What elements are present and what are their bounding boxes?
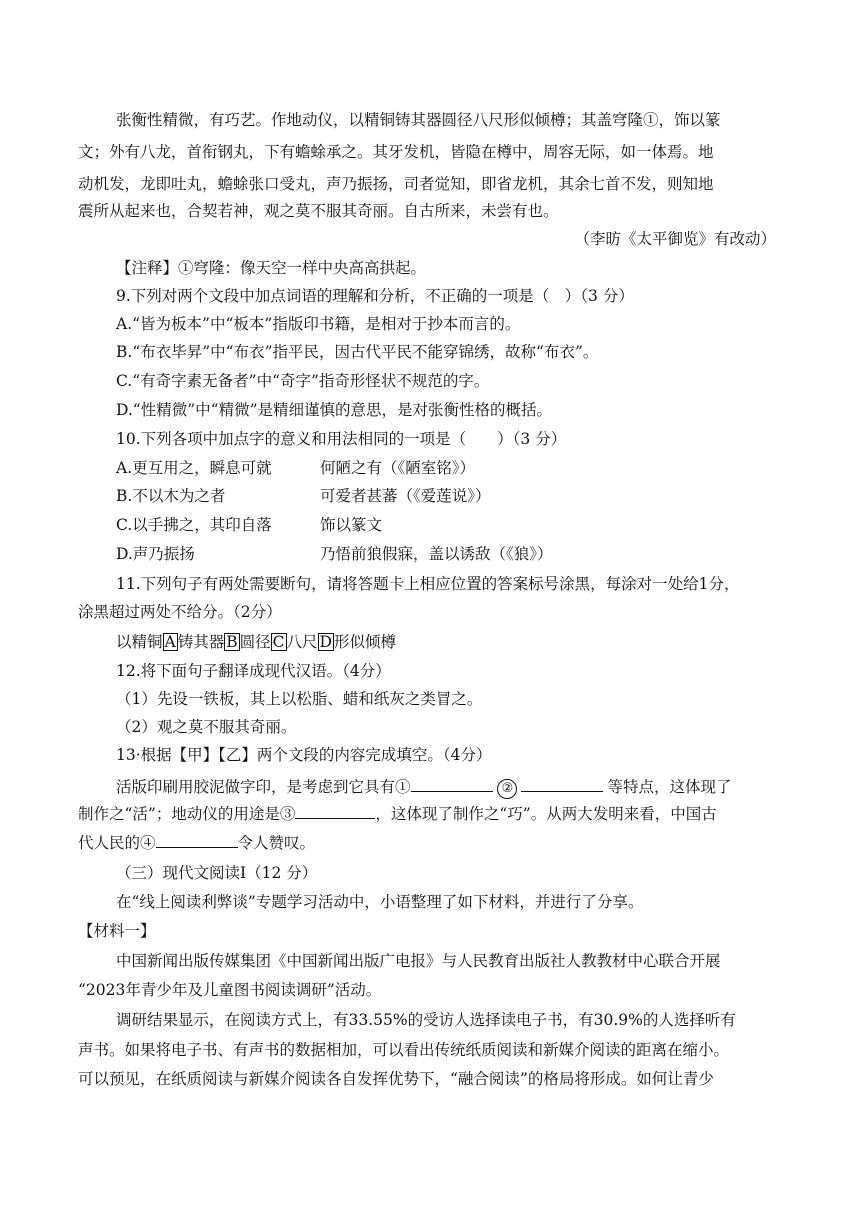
q10-a-left: A.更互用之，瞬息可就 [116,459,272,477]
q13-text-2: 等特点，这体现了 [607,778,732,796]
q13-blank-4[interactable] [156,833,238,848]
passage-line-1: 张衡性精微，有巧艺。作地动仪，以精铜铸其器圆径八尺形似倾樽；其盖穹隆①，饰以篆 [116,111,721,129]
q10-b-right: 可爱者甚蕃（《爱莲说》） [320,487,491,505]
q13-text-1: 活版印刷用胶泥做字印，是考虑到它具有① [116,778,411,796]
q10-d-left: D.声乃振扬 [116,545,195,563]
q11-stem-1: 11.下列句子有两处需要断句，请将答题卡上相应位置的答案标号涂黑，每涂对一处给1分， [116,575,740,593]
q11-seg-1: 以精铜 [116,633,163,651]
q10-c-left: C.以手拂之，其印自落 [116,516,272,534]
passage-line-2: 文；外有八龙，首衔钢丸，下有蟾蜍承之。其牙发机，皆隐在樽中，周容无际，如一体焉。地 [78,143,714,161]
q9-option-d: D.“性精微”中“精微”是精细谨慎的意思，是对张衡性格的概括。 [116,401,552,419]
q13-text-3: 制作之“活”；地动仪的用途是③ [78,805,296,823]
q10-a-right: 何陋之有（《陋室铭》） [320,459,476,477]
q13-line-1 [116,777,731,799]
q13-blank-2[interactable] [521,777,603,792]
q11-seg-4: 八尺 [286,633,318,651]
section-3-title: （三）现代文阅读Ⅰ（12 分） [116,864,318,882]
q11-stem-2: 涂黑超过两处不给分。（2分） [78,603,282,621]
q11-break-d[interactable]: D [319,633,332,651]
material-1-p2-a: 调研结果显示，在阅读方式上，有33.55%的受访人选择读电子书，有30.9%的人选择听有 [116,1011,736,1029]
q13-text-5: 代人民的④ [78,834,156,852]
q9-option-b: B.“布衣毕昇”中“布衣”指平民，因古代平民不能穿锦绣，故称“布衣”。 [116,343,599,361]
q10-c-right: 饰以篆文 [320,516,383,534]
q13-text-6: 令人赞叹。 [237,834,316,852]
q10-option-c [116,515,716,535]
q11-seg-3: 圆径 [239,633,271,651]
q9-stem: 9.下列对两个文段中加点词语的理解和分析，不正确的一项是（ ）（3 分） [116,287,634,305]
q13-text-4: ，这体现了制作之“巧”。从两大发明来看，中国古 [375,805,717,823]
q10-option-a [116,458,716,478]
section-3-intro: 在“线上阅读利弊谈”专题学习活动中，小语整理了如下材料，并进行了分享。 [116,893,644,911]
passage-source: （李昉《太平御览》有改动） [574,230,776,248]
q10-b-left: B.不以木为之者 [116,487,226,505]
q12-sentence-2: （2）观之莫不服其奇丽。 [116,718,297,736]
q10-stem: 10.下列各项中加点字的意义和用法相同的一项是（ ）（3 分） [116,430,567,448]
q13-blank-3[interactable] [295,804,375,819]
q13-line-2 [78,804,717,824]
q11-break-c[interactable]: C [272,633,285,651]
q13-stem: 13·根据【甲】【乙】两个文段的内容完成填空。（4分） [116,746,492,764]
material-1-p2-c: 可以预见，在纸质阅读与新媒介阅读各自发挥优势下，“融合阅读”的格局将形成。如何让青少 [78,1070,714,1088]
material-1-p2-b: 声书。如果将电子书、有声书的数据相加，可以看出传统纸质阅读和新媒介阅读的距离在缩小。 [78,1041,730,1059]
q11-seg-2: 铸其器 [177,633,225,651]
material-1-p1-a: 中国新闻出版传媒集团《中国新闻出版广电报》与人民教育出版社人教教材中心联合开展 [116,952,721,970]
q12-stem: 12.将下面句子翻译成现代汉语。（4分） [116,662,391,680]
passage-line-3: 动机发，龙即吐丸，蟾蜍张口受丸，声乃振扬，司者觉知，即省龙机，其余七首不发，则知地 [78,175,714,193]
annotation-note: 【注释】①穹隆：像天空一样中央高高拱起。 [116,259,427,277]
q11-break-a[interactable]: A [164,633,176,651]
material-1-p1-b: “2023年青少年及儿童图书阅读调研”活动。 [78,981,382,999]
q10-option-d [116,544,716,564]
q9-option-a: A.“皆为板本”中“板本”指版印书籍，是相对于抄本而言的。 [116,315,521,333]
q13-line-3 [78,833,315,853]
material-1-heading: 【材料一】 [78,922,156,940]
q11-break-b[interactable]: B [226,633,238,651]
q13-circle-2: ② [497,779,517,799]
q11-seg-5: 形似倾樽 [333,633,396,651]
q9-option-c: C.“有奇字素无备者”中“奇字”指奇形怪状不规范的字。 [116,372,490,390]
q12-sentence-1: （1）先设一铁板，其上以松脂、蜡和纸灰之类冒之。 [116,690,483,708]
passage-line-4: 震所从起来也，合契若神，观之莫不服其奇丽。自古所来，未尝有也。 [78,202,559,220]
q10-d-right: 乃悟前狼假寐，盖以诱敌（《狼》） [320,545,553,563]
q10-option-b [116,486,716,506]
q11-sentence [116,632,396,652]
q13-blank-1[interactable] [411,777,493,792]
